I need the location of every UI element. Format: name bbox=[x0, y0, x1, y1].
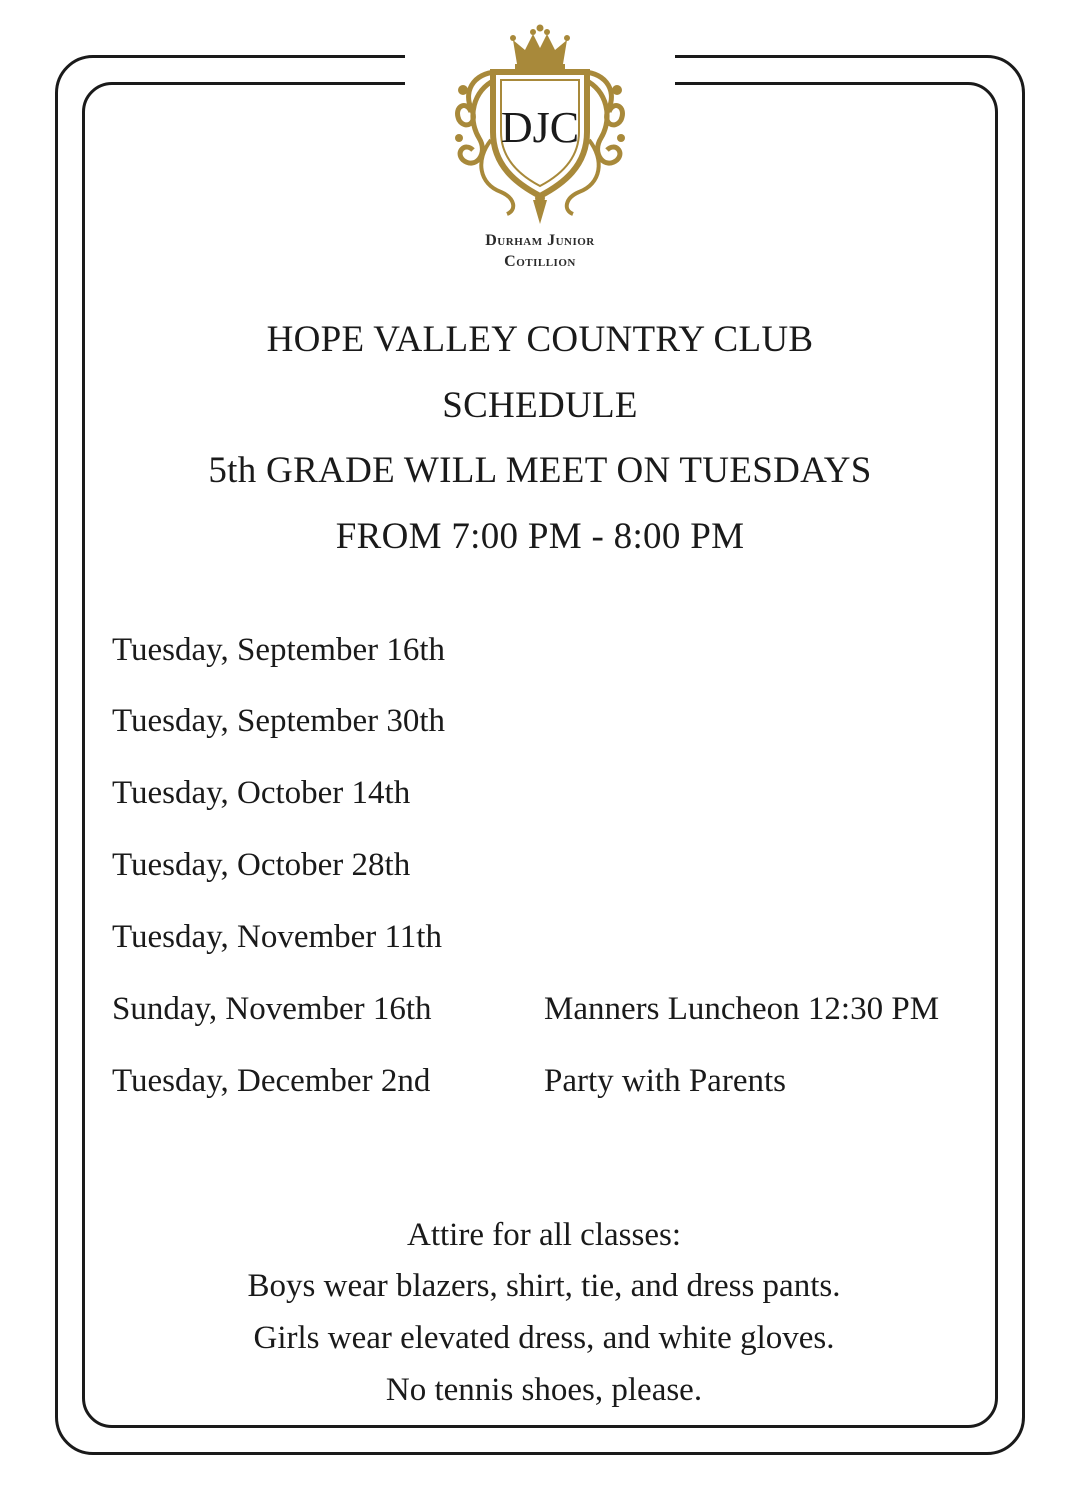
schedule-row bbox=[112, 773, 992, 813]
schedule-row bbox=[112, 917, 992, 957]
schedule-row bbox=[112, 701, 992, 741]
schedule-date: Sunday, November 16th bbox=[112, 991, 432, 1027]
meeting-time: FROM 7:00 PM - 8:00 PM bbox=[335, 516, 745, 557]
logo-name-line2: Cotillion bbox=[504, 253, 576, 270]
schedule-date: Tuesday, December 2nd bbox=[112, 1063, 431, 1099]
schedule-row bbox=[112, 989, 992, 1029]
cotillion-logo bbox=[405, 6, 675, 272]
attire-heading: Attire for all classes: bbox=[407, 1217, 681, 1253]
schedule-date: Tuesday, September 30th bbox=[112, 703, 446, 739]
schedule-title: SCHEDULE bbox=[442, 385, 638, 426]
schedule-row bbox=[112, 1061, 992, 1101]
schedule-date: Tuesday, November 11th bbox=[112, 919, 442, 955]
attire-girls: Girls wear elevated dress, and white gloves. bbox=[253, 1320, 835, 1356]
schedule-row bbox=[112, 630, 992, 670]
logo-name-line1: Durham Junior bbox=[485, 232, 595, 249]
schedule-date: Tuesday, September 16th bbox=[112, 632, 446, 668]
schedule-date: Tuesday, October 28th bbox=[112, 847, 411, 883]
schedule-note: Manners Luncheon 12:30 PM bbox=[544, 991, 940, 1027]
logo-monogram: DJC bbox=[500, 103, 580, 152]
grade-meeting-day: 5th GRADE WILL MEET ON TUESDAYS bbox=[208, 450, 872, 491]
attire-shoes-note: No tennis shoes, please. bbox=[385, 1372, 703, 1408]
schedule-row bbox=[112, 845, 992, 885]
crest-icon bbox=[445, 20, 635, 230]
schedule-date: Tuesday, October 14th bbox=[112, 775, 411, 811]
attire-boys: Boys wear blazers, shirt, tie, and dress pants. bbox=[247, 1268, 841, 1304]
schedule-note: Party with Parents bbox=[544, 1063, 786, 1099]
venue-title: HOPE VALLEY COUNTRY CLUB bbox=[266, 319, 814, 360]
